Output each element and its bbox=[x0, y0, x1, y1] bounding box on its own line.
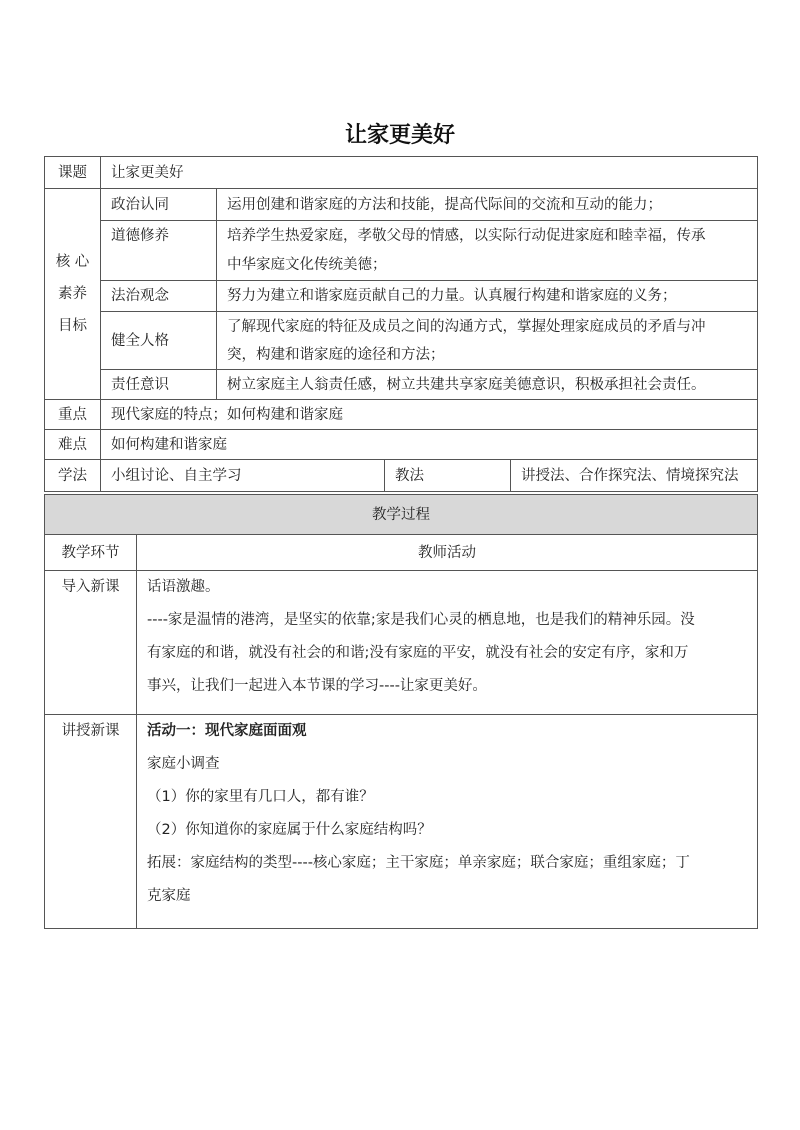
core-item-text bbox=[217, 189, 758, 221]
core-literacy-label bbox=[45, 189, 101, 400]
text-line: 了解现代家庭的特征及成员之间的沟通方式，掌握处理家庭成员的矛盾与冲 bbox=[227, 318, 706, 335]
lesson-plan-table bbox=[44, 156, 758, 492]
topic-value: 让家更美好 bbox=[101, 157, 758, 189]
key-point-value: 现代家庭的特点；如何构建和谐家庭 bbox=[101, 400, 758, 430]
text-line: 中华家庭文化传统美德； bbox=[227, 256, 387, 273]
intro-content bbox=[137, 571, 758, 715]
text-line: 拓展：家庭结构的类型----核心家庭；主干家庭；单亲家庭；联合家庭；重组家庭；丁 bbox=[147, 855, 690, 871]
methods-row bbox=[45, 460, 758, 492]
core-item-name: 责任意识 bbox=[101, 370, 217, 400]
core-item-text bbox=[217, 281, 758, 312]
core-item-text bbox=[217, 370, 758, 400]
topic-label: 课题 bbox=[45, 157, 101, 189]
activity-heading: 活动一：现代家庭面面观 bbox=[147, 723, 307, 739]
intro-label: 导入新课 bbox=[45, 571, 137, 715]
core-label-line: 素养 bbox=[58, 286, 87, 302]
core-item-name: 政治认同 bbox=[101, 189, 217, 221]
teaching-process-table bbox=[44, 494, 758, 929]
text-line: ----家是温情的港湾，是坚实的依靠;家是我们心灵的栖息地，也是我们的精神乐园。没 bbox=[147, 612, 695, 628]
text-line: 有家庭的和谐，就没有社会的和谐;没有家庭的平安，就没有社会的安定有序，家和万 bbox=[147, 645, 689, 661]
process-header: 教学过程 bbox=[45, 495, 758, 535]
core-row bbox=[45, 281, 758, 312]
core-item-text bbox=[217, 312, 758, 370]
core-item-name: 健全人格 bbox=[101, 312, 217, 370]
key-point-row bbox=[45, 400, 758, 430]
study-method-value: 小组讨论、自主学习 bbox=[101, 460, 385, 492]
topic-row bbox=[45, 157, 758, 189]
text-line: （1）你的家里有几口人，都有谁？ bbox=[147, 789, 374, 805]
key-point-label: 重点 bbox=[45, 400, 101, 430]
teach-row bbox=[45, 715, 758, 929]
text-line: 树立家庭主人翁责任感，树立共建共享家庭美德意识，积极承担社会责任。 bbox=[227, 376, 706, 393]
document-title: 让家更美好 bbox=[344, 123, 455, 148]
core-label-line: 目标 bbox=[58, 318, 87, 334]
difficulty-value: 如何构建和谐家庭 bbox=[101, 430, 758, 460]
text-line: 突，构建和谐家庭的途径和方法； bbox=[227, 346, 445, 363]
text-line: 培养学生热爱家庭，孝敬父母的情感，以实际行动促进家庭和睦幸福，传承 bbox=[227, 227, 706, 244]
core-item-name: 法治观念 bbox=[101, 281, 217, 312]
text-line: 话语激趣。 bbox=[147, 579, 220, 595]
teach-label: 讲授新课 bbox=[45, 715, 137, 929]
core-item-name: 道德修养 bbox=[101, 221, 217, 281]
process-column-row bbox=[45, 535, 758, 571]
core-row bbox=[45, 189, 758, 221]
text-line: 家庭小调查 bbox=[147, 756, 220, 772]
core-item-text bbox=[217, 221, 758, 281]
column-header-activity: 教师活动 bbox=[137, 535, 758, 571]
study-method-label: 学法 bbox=[45, 460, 101, 492]
core-row bbox=[45, 221, 758, 281]
intro-row bbox=[45, 571, 758, 715]
text-line: 运用创建和谐家庭的方法和技能，提高代际间的交流和互动的能力； bbox=[227, 196, 662, 213]
difficulty-label: 难点 bbox=[45, 430, 101, 460]
process-header-row bbox=[45, 495, 758, 535]
teach-method-value: 讲授法、合作探究法、情境探究法 bbox=[511, 460, 758, 492]
teach-content bbox=[137, 715, 758, 929]
core-row bbox=[45, 370, 758, 400]
text-line: 克家庭 bbox=[147, 888, 191, 904]
text-line: 努力为建立和谐家庭贡献自己的力量。认真履行构建和谐家庭的义务； bbox=[227, 288, 677, 304]
text-line: 事兴，让我们一起进入本节课的学习----让家更美好。 bbox=[147, 678, 487, 694]
difficulty-row bbox=[45, 430, 758, 460]
core-row bbox=[45, 312, 758, 370]
core-label-line: 核 心 bbox=[55, 254, 90, 270]
text-line: （2）你知道你的家庭属于什么家庭结构吗？ bbox=[147, 822, 432, 838]
teach-method-label: 教法 bbox=[385, 460, 511, 492]
column-header-stage: 教学环节 bbox=[45, 535, 137, 571]
